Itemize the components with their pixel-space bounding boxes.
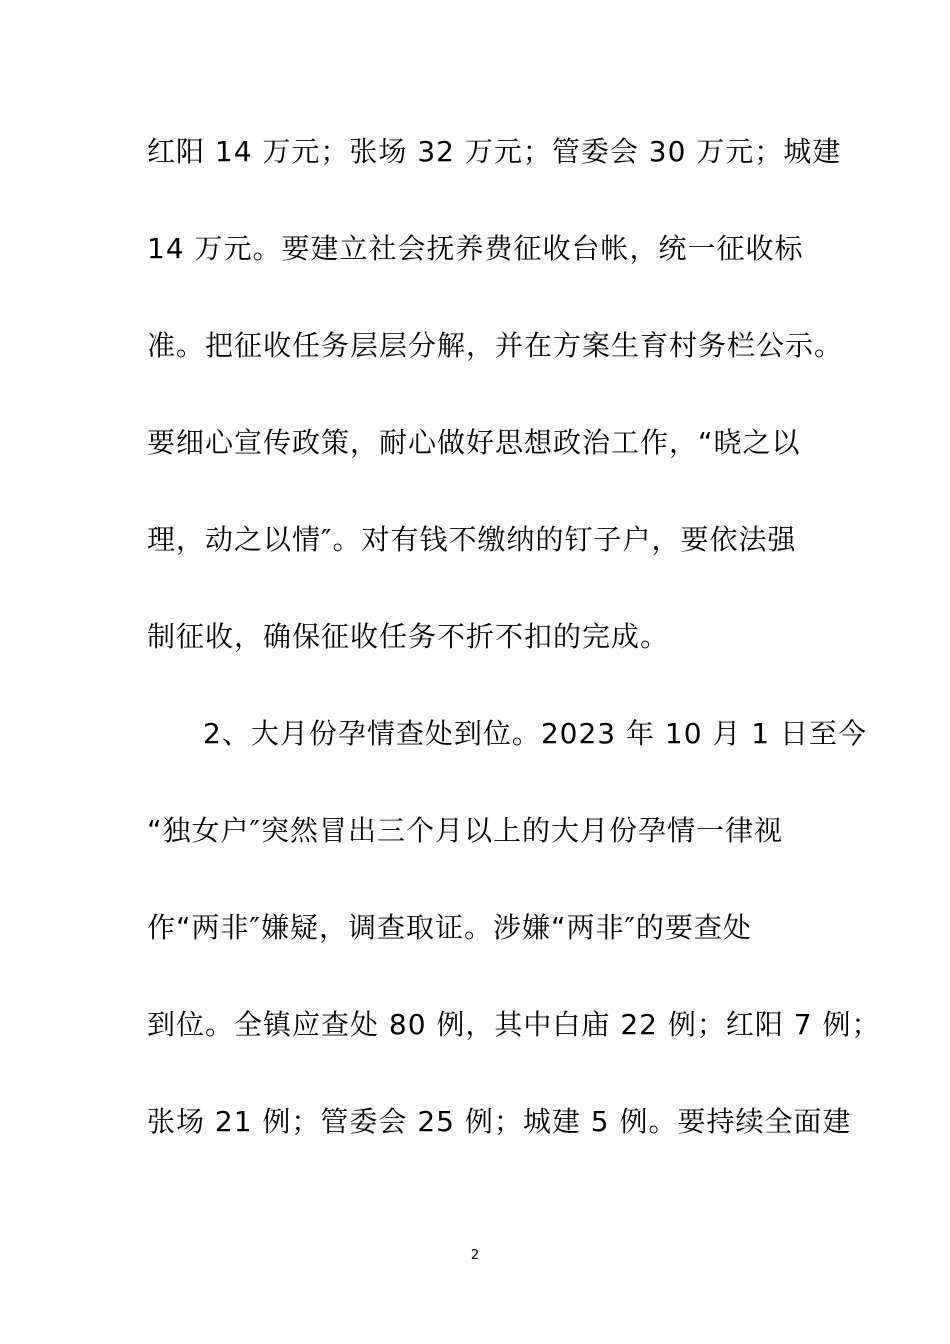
- page-number: 2: [470, 1248, 480, 1263]
- body-text-line: 作“两非″嫌疑，调查取证。涉嫌“两非″的要查处: [147, 911, 752, 944]
- section-heading-line: 2、大月份孕情查处到位。2023 年 10 月 1 日至今: [203, 717, 868, 750]
- body-text-line: 要细心宣传政策，耐心做好思想政治工作，“晓之以: [147, 426, 801, 459]
- body-text-line: 到位。全镇应查处 80 例，其中白庙 22 例；红阳 7 例；: [147, 1008, 881, 1041]
- body-text-line: 制征收，确保征收任务不折不扣的完成。: [147, 620, 670, 653]
- body-text-line: 14 万元。要建立社会抚养费征收台帐，统一征收标: [147, 232, 804, 265]
- body-text-line: 红阳 14 万元；张场 32 万元；管委会 30 万元；城建: [147, 135, 842, 168]
- body-text-line: 张场 21 例；管委会 25 例；城建 5 例。要持续全面建: [147, 1105, 852, 1138]
- body-text-line: “独女户″突然冒出三个月以上的大月份孕情一律视: [147, 814, 783, 847]
- body-text-line: 准。把征收任务层层分解，并在方案生育村务栏公示。: [147, 329, 844, 362]
- body-text-line: 理，动之以情″。对有钱不缴纳的钉子户，要依法强: [147, 523, 797, 556]
